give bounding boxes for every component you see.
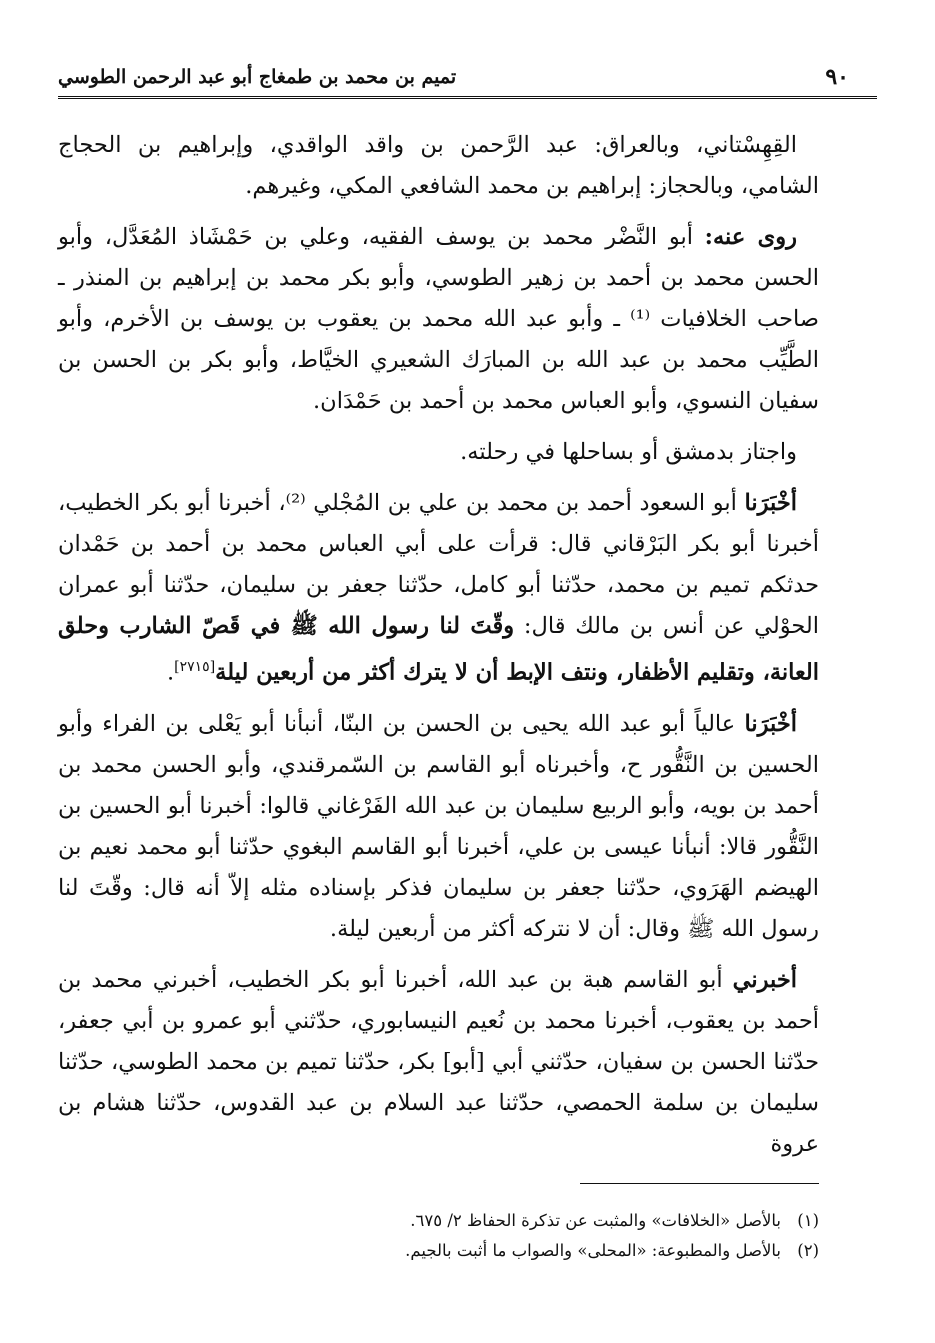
paragraph: [58, 960, 819, 1165]
footnote-number: (١): [797, 1211, 819, 1230]
page-header: [58, 58, 877, 98]
paragraph-text: أبو النَّضْر محمد بن يوسف الفقيه، وعلي بن حَمْشَاذ المُعَدَّل، وأبو الحسن محمد بن أحمد بن زهير الطوسي، وأبو بكر محمد بن إبراهيم بن المنذر ـ صاحب الخلافيات ⁽¹⁾ ـ وأبو عبد الله محمد بن يعقوب بن يوسف بن الأخرم، وأبو الطَّيِّب محمد بن عبد الله بن المبارَك الشعيري الخيَّاط، وأبو بكر بن الحسن بن سفيان النسوي، وأبو العباس محمد بن أحمد بن حَمْدَان.: [58, 224, 819, 414]
footnote-number: (٢): [797, 1241, 819, 1260]
footnote: [58, 1206, 819, 1236]
paragraph: [58, 483, 819, 694]
hadith-text: وقّتَ لنا رسول الله ﷺ في قَصّ الشارب وحلق العانة، وتقليم الأظفار، ونتف الإبط أن لا يترك أكثر من أربعين ليلة: [58, 613, 819, 686]
paragraph-tail: .: [166, 659, 175, 686]
paragraph: [58, 125, 819, 207]
footnote-text: بالأصل والمطبوعة: «المحلى» والصواب ما أثبت بالجيم.: [405, 1241, 781, 1260]
header-rule: [58, 96, 877, 99]
footnote: [58, 1236, 819, 1266]
running-title: تميم بن محمد بن طمغاج أبو عبد الرحمن الطوسي: [58, 66, 457, 88]
paragraph-text: القِهِسْتاني، وبالعراق: عبد الرَّحمن بن واقد الواقدي، وإبراهيم بن الحجاج الشامي، وبالحجاز: إبراهيم بن محمد الشافعي المكي، وغيرهم.: [58, 132, 819, 199]
main-text: [58, 125, 819, 1175]
paragraph: [58, 704, 819, 950]
paragraph-lead: أخْبَرَنا: [744, 490, 797, 516]
paragraph-lead: أخْبَرَنا: [744, 710, 797, 737]
paragraph-lead: أخبرني: [732, 966, 797, 993]
page-number: ٩٠: [825, 64, 849, 90]
paragraph-text: أبو القاسم هبة بن عبد الله، أخبرنا أبو بكر الخطيب، أخبرني محمد بن أحمد بن يعقوب، أخبرنا محمد بن نُعيم النيسابوري، حدّثني أبو عمرو بن أبي جعفر، حدّثنا الحسن بن سفيان، حدّثني أبي [أبو] بكر، حدّثنا تميم بن محمد الطوسي، حدّثنا سليمان بن سلمة الحمصي، حدّثنا عبد السلام بن عبد القدوس، حدّثنا هشام بن عروة: [58, 966, 819, 1157]
paragraph-text: أبو السعود أحمد بن محمد بن علي بن المُجْلي ⁽²⁾، أخبرنا أبو بكر الخطيب، أخبرنا أبو بكر البَرْقاني قال: قرأت على أبي العباس محمد بن أحمد بن حَمْدان حدثكم تميم بن محمد، حدّثنا أبو كامل، حدّثنا جعفر بن سليمان، حدّثنا أبو عمران الحوْلي عن أنس بن مالك قال:: [58, 490, 819, 639]
paragraph: [58, 217, 819, 422]
paragraph-text: واجتاز بدمشق أو بساحلها في رحلته.: [460, 439, 797, 465]
footnotes: [58, 1206, 819, 1266]
footnote-rule: [580, 1183, 819, 1184]
footnote-text: بالأصل «الخلافات» والمثبت عن تذكرة الحفاظ ٢/ ٦٧٥.: [410, 1211, 781, 1230]
paragraph-lead: روى عنه:: [704, 224, 797, 250]
hadith-number: [٢٧١٥]: [174, 659, 216, 675]
paragraph: [58, 432, 819, 473]
paragraph-text: عالياً أبو عبد الله يحيى بن الحسن بن البنّا، أنبأنا أبو يَعْلى بن الفراء وأبو الحسين بن النَّقُّور ح، وأخبرناه أبو القاسم بن السّمرقندي، وأبو الحسن محمد بن أحمد بن بويه، وأبو الربيع سليمان بن عبد الله الفَرْغاني قالوا: أخبرنا أبو الحسين بن النَّقُّور قالا: أنبأنا عيسى بن علي، أخبرنا أبو القاسم البغوي حدّثنا أبو محمد نعيم بن الهيضم الهَرَوي، حدّثنا جعفر بن سليمان فذكر بإسناده مثله إلاّ أنه قال: وقّتَ لنا رسول الله ﷺ وقال: أن لا نتركه أكثر من أربعين ليلة.: [58, 710, 819, 942]
